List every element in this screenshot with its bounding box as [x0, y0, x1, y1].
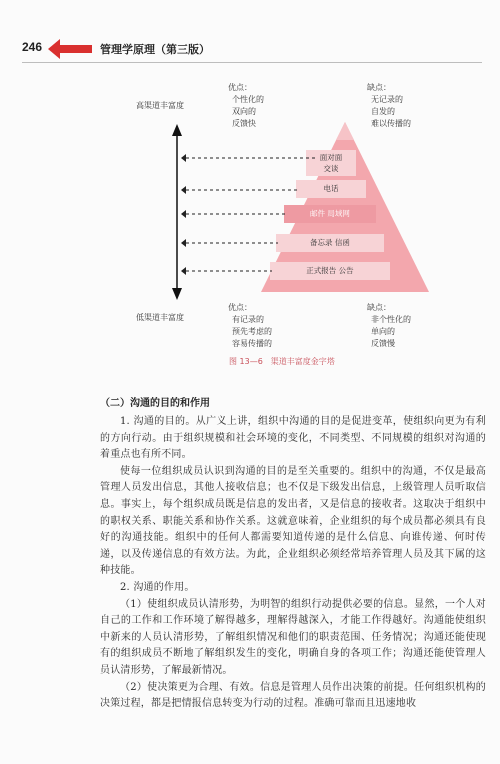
page-number: 246 — [22, 40, 43, 54]
paragraph: 使每一位组织成员认识到沟通的目的是至关重要的。组织中的沟通，不仅是最高管理人员发出信息，其他人接收信息；也不仅是下级发出信息，上级管理人员听取信息。事实上，每个组织成员既是信息的发出者，又是信息的接收者。这取决于组织中的职权关系、职能关系和协作关系。这就意味着，企业组织的每个成员都必须具有良好的沟通技能。组织中的任何人都需要知道传递的是什么信息、向谁传递、何时传递，以及传递信息的有效方法。为此，企业组织必须经常培养管理人员及其下属的这种技能。 — [100, 465, 486, 577]
figure-caption: 图 13—6 渠道丰富度金字塔 — [229, 357, 335, 366]
section-heading: （二）沟通的目的和作用 — [100, 398, 210, 409]
channel-richness-figure — [0, 80, 500, 370]
level-label-face-to-face: 面对面 交谈 — [319, 153, 343, 173]
top-disadvantages: 缺点： 无记录的 自发的 难以传播的 — [367, 83, 411, 128]
arrow-up-icon — [172, 124, 182, 136]
dashed-arrow-icon — [181, 154, 186, 162]
low-richness-label: 低渠道丰富度 — [136, 313, 184, 322]
level-label-email: 邮件 局域网 — [310, 209, 350, 218]
level-label-report: 正式报告 公告 — [306, 266, 354, 275]
high-richness-label: 高渠道丰富度 — [136, 101, 184, 110]
left-arrow-icon — [48, 38, 92, 60]
dashed-arrow-icon — [181, 239, 186, 247]
level-label-phone: 电话 — [323, 184, 339, 193]
dashed-arrow-icon — [181, 186, 186, 194]
level-label-memo: 备忘录 信函 — [310, 238, 350, 247]
paragraph: 2. 沟通的作用。 — [120, 581, 195, 593]
page-header — [0, 38, 500, 60]
bottom-advantages: 优点： 有记录的 预先考虑的 容易传播的 — [228, 303, 272, 348]
bottom-disadvantages: 缺点： 非个性化的 单向的 反馈慢 — [367, 303, 411, 348]
arrow-down-icon — [172, 288, 182, 300]
book-title: 管理学原理（第三版） — [100, 43, 210, 56]
dashed-arrow-icon — [181, 210, 186, 218]
header-divider — [22, 62, 482, 63]
paragraph: （2）使决策更为合理、有效。信息是管理人员作出决策的前提。任何组织机构的决策过程，都是把情报信息转变为行动的过程。准确可靠而且迅速地收 — [100, 681, 486, 710]
body-text — [100, 414, 486, 713]
paragraph: （1）使组织成员认清形势，为明智的组织行动提供必要的信息。显然，一个人对自己的工作和工作环境了解得越多，理解得越深入，才能工作得越好。沟通能使组织中新来的人员认清形势，了解组织情况和他们的职责范围、任务情况；沟通还能使现有的组织成员不断地了解组织发生的变化，明确自身的各项工作；沟通还能使管理人员认清形势，了解最新情况。 — [100, 598, 486, 676]
dashed-arrow-icon — [181, 267, 186, 275]
top-advantages: 优点： 个性化的 双向的 反馈快 — [228, 83, 264, 128]
paragraph: 1. 沟通的目的。从广义上讲，组织中沟通的目的是促进变革，使组织向更为有利的方向行动。由于组织规模和社会环境的变化，不同类型、不同规模的组织对沟通的着重点也有所不同。 — [100, 416, 486, 461]
